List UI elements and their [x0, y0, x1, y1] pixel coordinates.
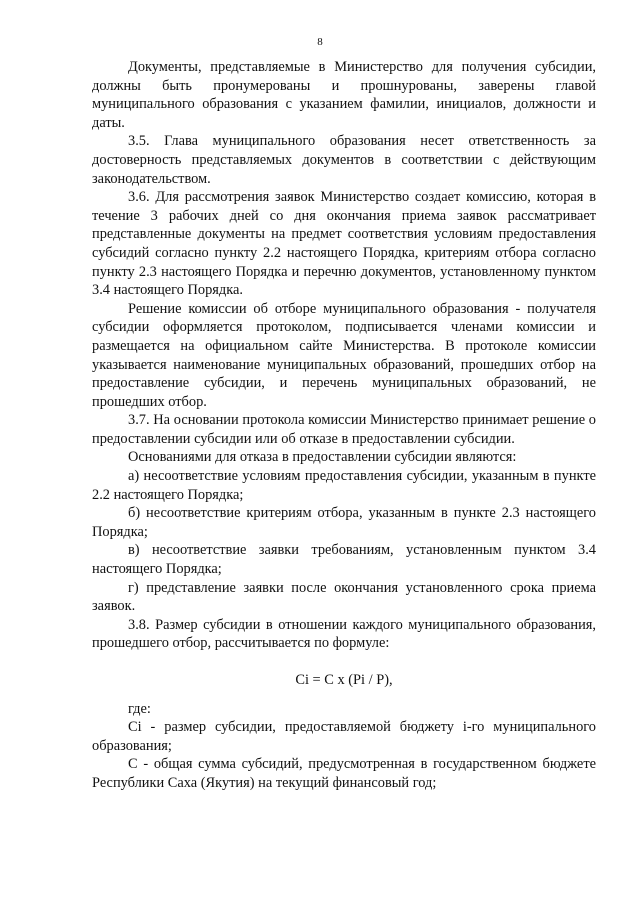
list-item-b: б) несоответствие критериям отбора, указанным в пункте 2.3 настоящего Порядка; — [92, 505, 596, 540]
paragraph-documents-requirements: Документы, представляемые в Министерство для получения субсидии, должны быть пронумерованы и прошнурованы, заверены главой муниципального образования с указанием фамилии, инициалов, должности и даты. — [92, 59, 596, 131]
list-item-v: в) несоответствие заявки требованиям, установленным пунктом 3.4 настоящего Порядка; — [92, 542, 596, 578]
definition-ci: Ci - размер субсидии, предоставляемой бюджету i-го муниципального образования; — [92, 719, 596, 754]
paragraph-3-5: 3.5. Глава муниципального образования несет ответственность за достоверность представляемых документов в соответствии с действующим законодательством. — [92, 133, 596, 187]
document-body — [92, 58, 596, 793]
subsidy-formula: Ci = C x (Pi / P), — [295, 672, 393, 688]
list-item-a: а) несоответствие условиям предоставления субсидии, указанным в пункте 2.2 настоящего Порядка; — [92, 468, 596, 503]
paragraph-refusal-grounds: Основаниями для отказа в предоставлении субсидии являются: — [128, 449, 517, 466]
paragraph-3-8: 3.8. Размер субсидии в отношении каждого муниципального образования, прошедшего отбор, рассчитывается по формуле: — [92, 616, 596, 652]
page-number: 8 — [317, 36, 323, 48]
paragraph-3-7: 3.7. На основании протокола комиссии Министерство принимает решение о предоставлении субсидии или об отказе в предоставлении субсидии. — [92, 412, 596, 447]
definition-c: C - общая сумма субсидий, предусмотренная в государственном бюджете Республики Саха (Якутия) на текущий финансовый год; — [92, 756, 596, 791]
list-item-g: г) представление заявки после окончания установленного срока приема заявок. — [92, 579, 596, 615]
paragraph-commission-decision: Решение комиссии об отборе муниципального образования - получателя субсидии оформляется протоколом, подписывается членами комиссии и размещается на официальном сайте Министерства. В протоколе комиссии указывается наименование муниципальных образований, прошедших отбор на предоставление субсидии, и перечень муниципальных образований, не прошедших отбор. — [92, 300, 596, 410]
paragraph-3-6: 3.6. Для рассмотрения заявок Министерство создает комиссию, которая в течение 3 рабочих дней со дня окончания приема заявок рассматривает представленные документы на предмет соответствия условиям предоставления субсидий согласно пункту 2.2 настоящего Порядка, критериям отбора согласно пункту 2.3 настоящего Порядка и перечню документов, установленному пунктом 3.4 настоящего Порядка. — [92, 189, 596, 299]
where-label: где: — [128, 700, 151, 717]
